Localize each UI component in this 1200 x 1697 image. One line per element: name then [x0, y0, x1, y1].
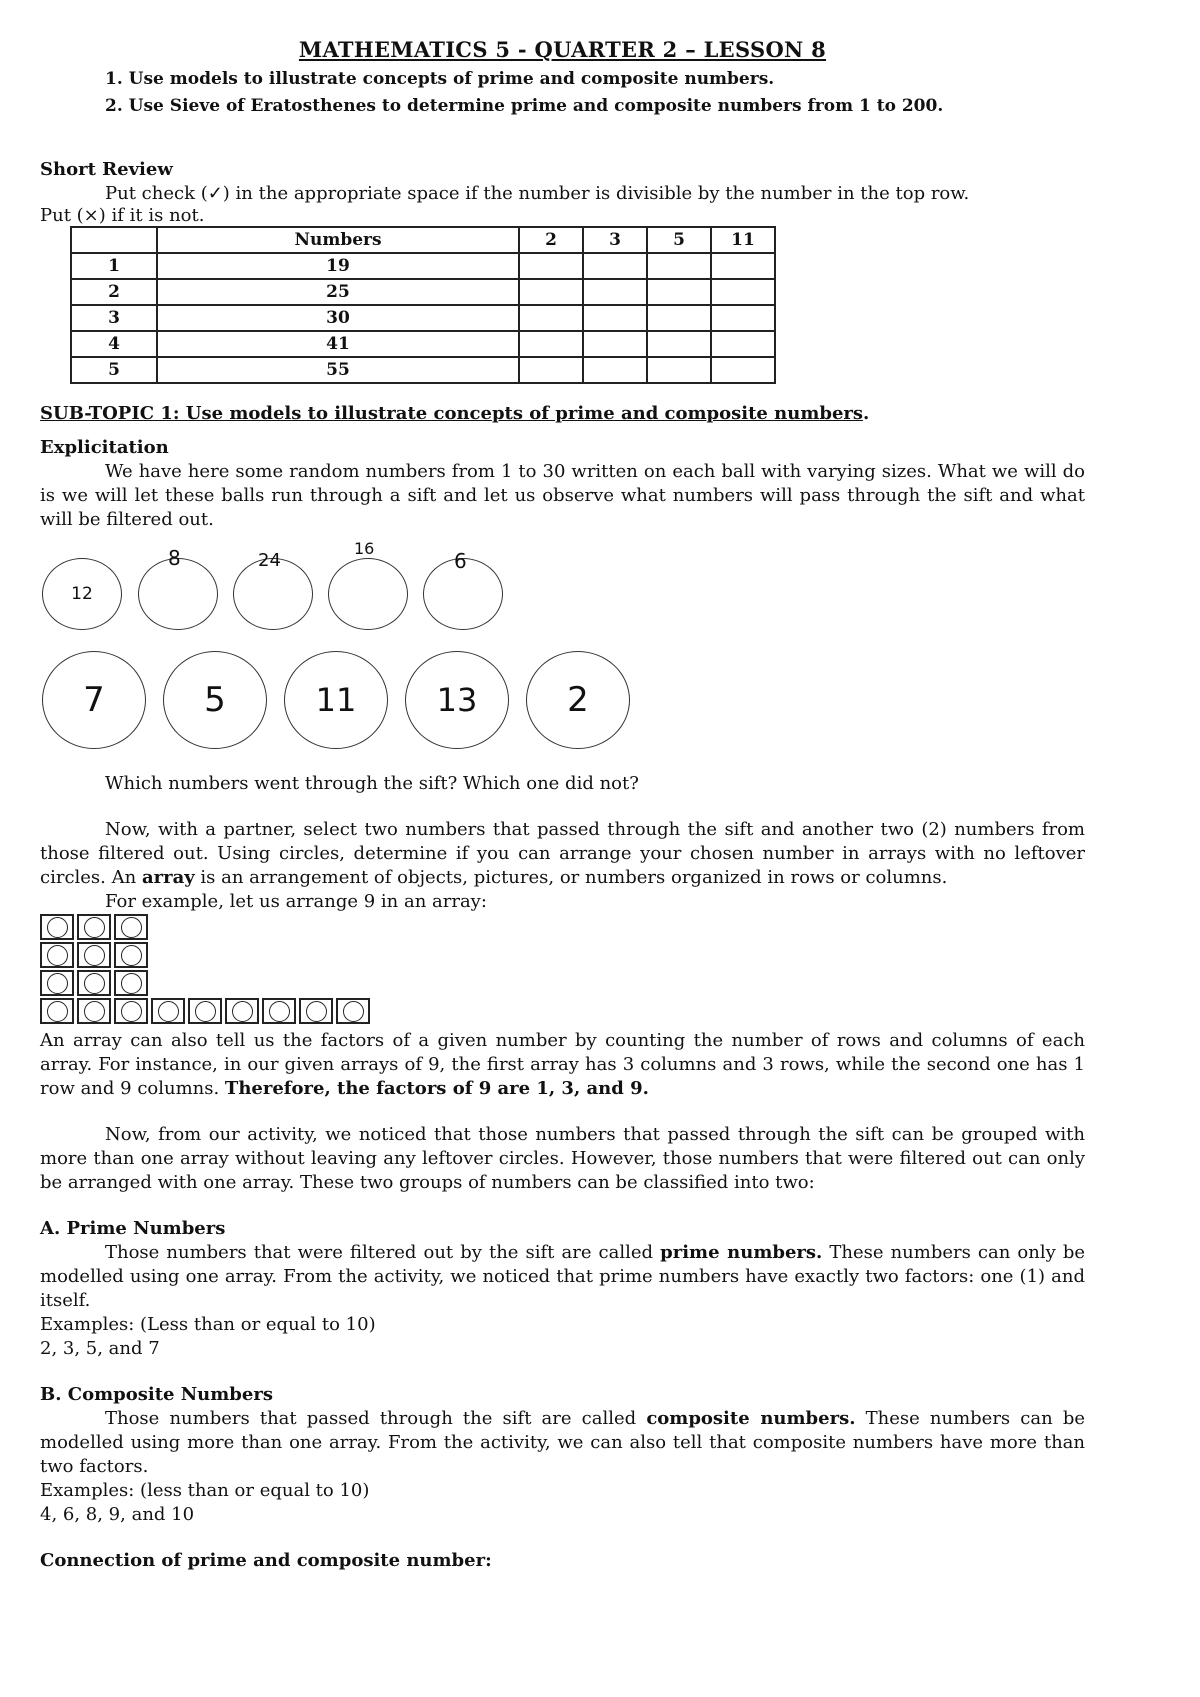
table-header-row: [71, 227, 775, 253]
ball-number: 5: [204, 680, 226, 720]
row-number: 41: [157, 331, 519, 357]
short-review-heading: Short Review: [40, 159, 173, 180]
factors-paragraph: [40, 1029, 1085, 1101]
answer-cell[interactable]: [583, 305, 647, 331]
connection-heading: Connection of prime and composite number:: [40, 1550, 492, 1571]
answer-cell[interactable]: [583, 357, 647, 383]
prime-paragraph: [40, 1241, 1085, 1313]
array-cell: [77, 998, 111, 1024]
answer-cell[interactable]: [647, 253, 711, 279]
composite-examples-label: Examples: (less than or equal to 10): [40, 1480, 370, 1501]
partner-text-b: is an arrangement of objects, pictures, or numbers organized in rows or columns.: [194, 867, 948, 888]
row-index: 2: [71, 279, 157, 305]
row-number: 19: [157, 253, 519, 279]
composite-heading: B. Composite Numbers: [40, 1384, 273, 1405]
factors-text: An array can also tell us the factors of a given number by counting the number of rows and columns of each array. For instance, in our given arrays of 9, the first array has 3 columns and 3 rows, while the second one has 1 row and 9 columns.: [40, 1030, 1085, 1099]
review-table: [70, 226, 776, 384]
array-cell: [114, 914, 148, 940]
small-ball: [42, 558, 122, 630]
answer-cell[interactable]: [519, 253, 583, 279]
answer-cell[interactable]: [583, 253, 647, 279]
balls-illustration: [40, 539, 1085, 756]
composite-term: composite numbers.: [646, 1408, 856, 1429]
array-cell: [114, 942, 148, 968]
answer-cell[interactable]: [711, 253, 775, 279]
answer-cell[interactable]: [647, 331, 711, 357]
explicitation-label: Explicitation: [40, 437, 169, 458]
subtopic-heading-line: SUB-TOPIC 1: Use models to illustrate concepts of prime and composite numbers.: [40, 403, 870, 424]
array-cell: [40, 998, 74, 1024]
big-ball: [42, 651, 146, 749]
big-ball: [526, 651, 630, 749]
row-index: 5: [71, 357, 157, 383]
answer-cell[interactable]: [711, 331, 775, 357]
array-cell: [188, 998, 222, 1024]
array-cell: [262, 998, 296, 1024]
answer-cell[interactable]: [647, 305, 711, 331]
table-row: [71, 253, 775, 279]
answer-cell[interactable]: [711, 279, 775, 305]
prime-term: prime numbers.: [660, 1242, 823, 1263]
array-cell: [77, 914, 111, 940]
row-number: 30: [157, 305, 519, 331]
prime-heading: A. Prime Numbers: [40, 1218, 226, 1239]
table-header-numbers: Numbers: [157, 227, 519, 253]
objective-2: 2. Use Sieve of Eratosthenes to determine prime and composite numbers from 1 to 200.: [105, 96, 944, 116]
row-number: 55: [157, 357, 519, 383]
array-cell: [336, 998, 370, 1024]
factors-conclusion: Therefore, the factors of 9 are 1, 3, and 9.: [224, 1078, 649, 1099]
subtopic-heading: SUB-TOPIC 1: Use models to illustrate concepts of prime and composite numbers: [40, 403, 864, 424]
table-row: [71, 331, 775, 357]
answer-cell[interactable]: [519, 305, 583, 331]
partner-paragraph: [40, 818, 1085, 890]
row-number: 25: [157, 279, 519, 305]
activity-paragraph: Now, from our activity, we noticed that those numbers that passed through the sift can be grouped with more than one array without leaving any leftover circles. However, those numbers that were filtered out can only be arranged with one array. These two groups of numbers can be classified into two:: [40, 1124, 1085, 1193]
table-header-3: 3: [583, 227, 647, 253]
answer-cell[interactable]: [519, 357, 583, 383]
ball-number: 13: [436, 681, 478, 719]
array-cell: [114, 970, 148, 996]
page-title: MATHEMATICS 5 - QUARTER 2 – LESSON 8: [298, 37, 827, 62]
answer-cell[interactable]: [519, 331, 583, 357]
partner-text-a: Now, with a partner, select two numbers that passed through the sift and another two (2) numbers from those filtered out. Using circles, determine if you can arrange your chosen number in arrays with no leftover circles. An: [40, 819, 1085, 888]
small-ball: [328, 558, 408, 630]
table-header-11: 11: [711, 227, 775, 253]
worksheet-page: [40, 38, 1085, 1573]
prime-text-b: These numbers can only be modelled using one array. From the activity, we noticed that prime numbers have exactly two factors: one (1) and itself.: [40, 1242, 1085, 1311]
big-ball: [405, 651, 509, 749]
array-cell: [77, 942, 111, 968]
composite-text-b: These numbers can be modelled using more than one array. From the activity, we can also tell that composite numbers have more than two factors.: [40, 1408, 1086, 1477]
answer-cell[interactable]: [647, 357, 711, 383]
prime-text-a: Those numbers that were filtered out by the sift are called: [105, 1242, 661, 1263]
partner-text-bold: array: [141, 867, 195, 888]
answer-cell[interactable]: [583, 331, 647, 357]
ball-number: 2: [567, 680, 589, 720]
ball-number: 24: [258, 550, 281, 571]
ball-number: 6: [454, 549, 467, 573]
composite-examples: 4, 6, 8, 9, and 10: [40, 1504, 195, 1525]
array-cell: [77, 970, 111, 996]
answer-cell[interactable]: [711, 357, 775, 383]
table-header-5: 5: [647, 227, 711, 253]
composite-text-a: Those numbers that passed through the sift are called: [105, 1408, 647, 1429]
table-row: [71, 357, 775, 383]
row-index: 3: [71, 305, 157, 331]
prime-examples-label: Examples: (Less than or equal to 10): [40, 1314, 376, 1335]
ball-number: 7: [83, 680, 105, 720]
array-cell: [40, 970, 74, 996]
answer-cell[interactable]: [519, 279, 583, 305]
array-of-nine: [40, 914, 1085, 1029]
table-row: [71, 305, 775, 331]
array-cell: [40, 942, 74, 968]
array-cell: [225, 998, 259, 1024]
composite-paragraph: [40, 1407, 1085, 1479]
prime-examples: 2, 3, 5, and 7: [40, 1338, 160, 1359]
table-header-index: [71, 227, 157, 253]
ball-number: 12: [71, 584, 93, 604]
review-instruction-1: Put check (✓) in the appropriate space if the number is divisible by the number in the top row.: [105, 183, 970, 204]
row-index: 1: [71, 253, 157, 279]
big-ball: [284, 651, 388, 749]
answer-cell[interactable]: [711, 305, 775, 331]
array-cell: [114, 998, 148, 1024]
ball-number: 8: [168, 546, 181, 570]
array-cell: [151, 998, 185, 1024]
objective-1: 1. Use models to illustrate concepts of prime and composite numbers.: [105, 69, 775, 89]
row-index: 4: [71, 331, 157, 357]
table-header-2: 2: [519, 227, 583, 253]
sift-question: Which numbers went through the sift? Which one did not?: [105, 773, 639, 794]
table-row: [71, 279, 775, 305]
example-line: For example, let us arrange 9 in an array:: [105, 891, 487, 912]
answer-cell[interactable]: [647, 279, 711, 305]
answer-cell[interactable]: [583, 279, 647, 305]
big-ball: [163, 651, 267, 749]
ball-number: 16: [354, 539, 375, 558]
ball-number: 11: [315, 681, 357, 719]
intro-paragraph: We have here some random numbers from 1 to 30 written on each ball with varying sizes. What we will do is we will let these balls run through a sift and let us observe what numbers will pass through the sift and what will be filtered out.: [40, 461, 1085, 530]
review-instruction-2: Put (×) if it is not.: [40, 205, 205, 226]
array-cell: [299, 998, 333, 1024]
array-cell: [40, 914, 74, 940]
